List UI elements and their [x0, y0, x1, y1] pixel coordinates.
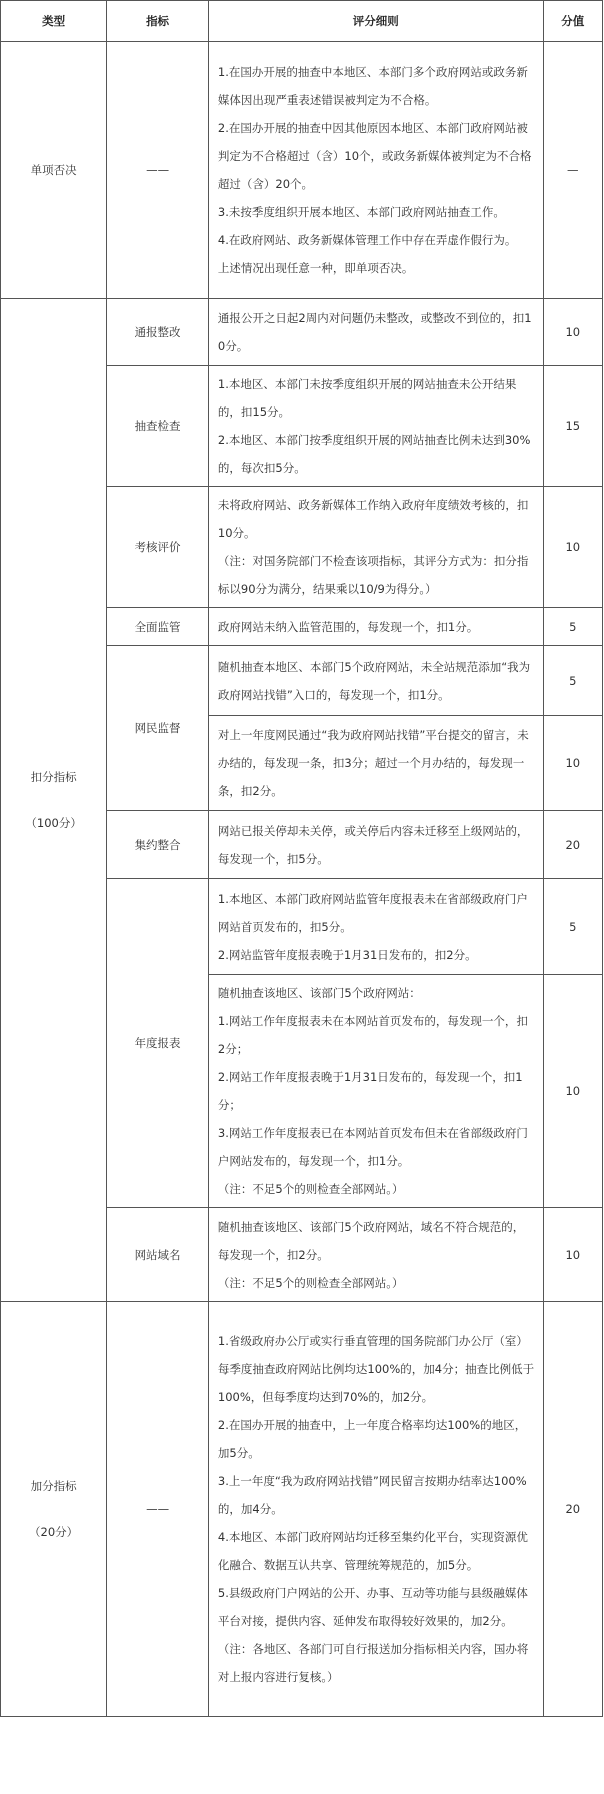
veto-rule-5: 上述情况出现任意一种，即单项否决。	[217, 261, 414, 275]
rules-netizen-a	[208, 646, 543, 716]
score-supervision: 5	[543, 608, 602, 646]
bonus-type-points: （20分）	[29, 1525, 79, 1539]
rule-text: 网站已报关停却未关停，或关停后内容未迁移至上级网站的，每发现一个，扣5分。	[217, 823, 529, 866]
rule-text: 随机抽查该地区、该部门5个政府网站：	[217, 986, 421, 1000]
rule-note: （注：对国务院部门不检查该项指标，其评分方式为：扣分指标以90分为满分，结果乘以10/9为得分。）	[217, 554, 529, 596]
bonus-rule-5: 5.县级政府门户网站的公开、办事、互动等功能与县级融媒体平台对接，提供内容、延伸发布取得较好效果的，加2分。	[217, 1586, 528, 1628]
rule-text: 随机抽查该地区、该部门5个政府网站，域名不符合规范的，每发现一个，扣2分。	[217, 1219, 525, 1262]
rule-text: 2.网站工作年度报表晚于1月31日发布的，每发现一个，扣1分；	[217, 1070, 523, 1112]
veto-indicator: ——	[107, 42, 209, 299]
rule-text: 1.网站工作年度报表未在本网站首页发布的，每发现一个，扣2分；	[217, 1014, 528, 1056]
bonus-rules	[208, 1302, 543, 1717]
header-type: 类型	[1, 1, 107, 42]
indicator-netizen: 网民监督	[107, 646, 209, 811]
veto-rule-3: 3.未按季度组织开展本地区、本部门政府网站抽查工作。	[217, 205, 505, 219]
rules-assessment	[208, 487, 543, 608]
score-report-a: 5	[543, 879, 602, 975]
rules-netizen-b	[208, 716, 543, 811]
rule-text: 未将政府网站、政务新媒体工作纳入政府年度绩效考核的，扣10分。	[217, 498, 529, 540]
rules-consolidation	[208, 811, 543, 879]
rules-supervision	[208, 608, 543, 646]
veto-score: —	[543, 42, 602, 299]
deduction-row-notice	[1, 299, 603, 366]
veto-type: 单项否决	[1, 42, 107, 299]
score-consolidation: 20	[543, 811, 602, 879]
indicator-notice: 通报整改	[107, 299, 209, 366]
bonus-rule-2: 2.在国办开展的抽查中，上一年度合格率均达100%的地区，加5分。	[217, 1418, 527, 1460]
veto-rule-1: 1.在国办开展的抽查中本地区、本部门多个政府网站或政务新媒体因出现严重表述错误被判定为不合格。	[217, 65, 528, 107]
bonus-row	[1, 1302, 603, 1717]
indicator-inspection: 抽查检查	[107, 366, 209, 487]
deduction-type	[1, 299, 107, 1302]
rule-text: 政府网站未纳入监管范围的，每发现一个，扣1分。	[217, 619, 479, 634]
deduction-type-points: （100分）	[25, 816, 82, 830]
rules-report-b	[208, 975, 543, 1208]
header-score: 分值	[543, 1, 602, 42]
rule-note: （注：不足5个的则检查全部网站。）	[217, 1182, 404, 1196]
bonus-type	[1, 1302, 107, 1717]
bonus-rule-note: （注：各地区、各部门可自行报送加分指标相关内容，国办将对上报内容进行复核。）	[217, 1642, 529, 1684]
rule-text: 1.本地区、本部门政府网站监管年度报表未在省部级政府门户网站首页发布的，扣5分。	[217, 891, 528, 934]
bonus-indicator: ——	[107, 1302, 209, 1717]
score-netizen-a: 5	[543, 646, 602, 716]
veto-rule-4: 4.在政府网站、政务新媒体管理工作中存在弄虚作假行为。	[217, 233, 517, 247]
rule-text: 通报公开之日起2周内对问题仍未整改，或整改不到位的，扣10分。	[217, 311, 532, 353]
rules-inspection	[208, 366, 543, 487]
deduction-type-label: 扣分指标	[30, 770, 77, 784]
rule-text: 1.本地区、本部门未按季度组织开展的网站抽查未公开结果的，扣15分。	[217, 377, 517, 419]
rule-text: 2.网站监管年度报表晚于1月31日发布的，扣2分。	[217, 947, 477, 962]
header-rules: 评分细则	[208, 1, 543, 42]
score-assessment: 10	[543, 487, 602, 608]
indicator-report: 年度报表	[107, 879, 209, 1208]
veto-rules	[208, 42, 543, 299]
bonus-rule-3: 3.上一年度“我为政府网站找错”网民留言按期办结率达100%的，加4分。	[217, 1474, 527, 1516]
veto-rule-2: 2.在国办开展的抽查中因其他原因本地区、本部门政府网站被判定为不合格超过（含）10个，或政务新媒体被判定为不合格超过（含）20个。	[217, 121, 532, 191]
indicator-domain: 网站域名	[107, 1208, 209, 1302]
header-indicator: 指标	[107, 1, 209, 42]
bonus-type-label: 加分指标	[30, 1479, 77, 1493]
rules-report-a	[208, 879, 543, 975]
rule-note: （注：不足5个的则检查全部网站。）	[217, 1275, 404, 1290]
rule-text: 随机抽查本地区、本部门5个政府网站，未全站规范添加“我为政府网站找错”入口的，每发现一个，扣1分。	[217, 659, 531, 702]
veto-row	[1, 42, 603, 299]
rule-text: 2.本地区、本部门按季度组织开展的网站抽查比例未达到30%的，每次扣5分。	[217, 433, 531, 475]
rules-domain	[208, 1208, 543, 1302]
score-inspection: 15	[543, 366, 602, 487]
indicator-assessment: 考核评价	[107, 487, 209, 608]
score-domain: 10	[543, 1208, 602, 1302]
score-report-b: 10	[543, 975, 602, 1208]
score-netizen-b: 10	[543, 716, 602, 811]
bonus-rule-4: 4.本地区、本部门政府网站均迁移至集约化平台，实现资源优化融合、数据互认共享、管理统筹规范的，加5分。	[217, 1530, 528, 1572]
rules-notice	[208, 299, 543, 366]
bonus-score: 20	[543, 1302, 602, 1717]
bonus-rule-1: 1.省级政府办公厅或实行垂直管理的国务院部门办公厅（室）每季度抽查政府网站比例均达100%的，加4分；抽查比例低于100%，但每季度均达到70%的，加2分。	[217, 1334, 535, 1404]
rule-text: 3.网站工作年度报表已在本网站首页发布但未在省部级政府门户网站发布的，每发现一个，扣1分。	[217, 1126, 528, 1168]
indicator-consolidation: 集约整合	[107, 811, 209, 879]
header-row	[1, 1, 603, 42]
score-notice: 10	[543, 299, 602, 366]
rule-text: 对上一年度网民通过“我为政府网站找错”平台提交的留言，未办结的，每发现一条，扣3分；超过一个月办结的，每发现一条，扣2分。	[217, 728, 529, 798]
indicator-supervision: 全面监管	[107, 608, 209, 646]
